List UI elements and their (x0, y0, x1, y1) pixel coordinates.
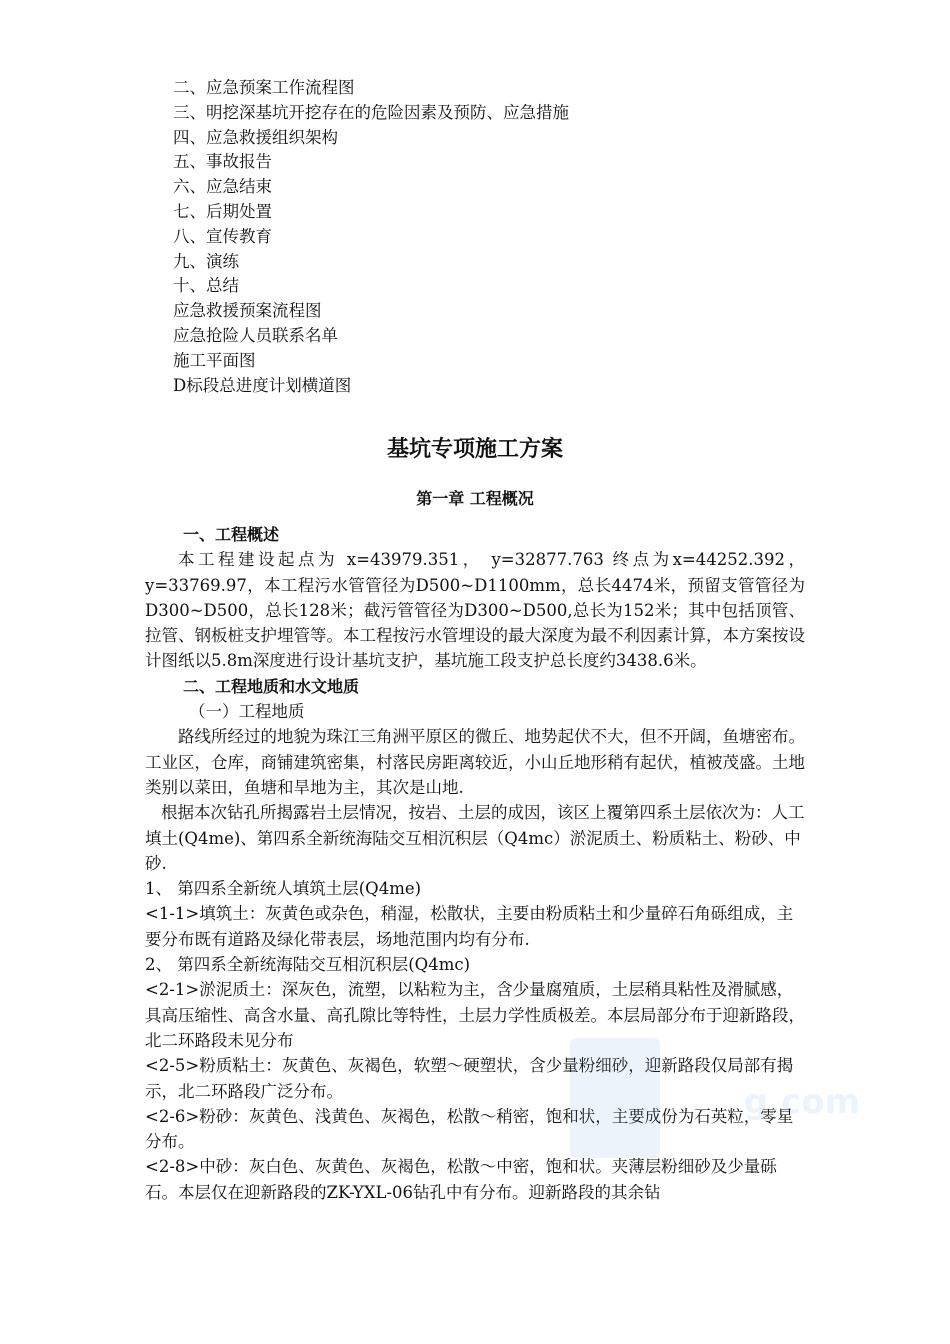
toc-item: 四、应急救援组织架构 (173, 127, 338, 147)
layer-description: <2-6>粉砂：灰黄色、浅黄色、灰褐色，松散～稍密，饱和状，主要成份为石英粒，零星分布。 (145, 1106, 794, 1152)
landform-paragraph: 路线所经过的地貌为珠江三角洲平原区的微丘、地势起伏不大，但不开阔，鱼塘密布。工业区，仓库，商铺建筑密集，村落民房距离较近，小山丘地形稍有起伏，植被茂盛。土地类别以菜田，鱼塘和旱地为主，其次是山地. (145, 727, 805, 797)
toc-item: 五、事故报告 (173, 152, 272, 172)
layer-description: <2-5>粉质粘土：灰黄色、灰褐色，软塑～硬塑状，含少量粉细砂，迎新路段仅局部有揭示，北二环路段广泛分布。 (145, 1056, 794, 1101)
toc-item: 施工平面图 (173, 350, 256, 370)
toc-item: 六、应急结束 (173, 177, 272, 197)
layer-description: <1-1>填筑土：灰黄色或杂色，稍湿，松散状，主要由粉质粘土和少量碎石角砾组成，主要分布既有道路及绿化带表层，场地范围内均有分布. (145, 904, 794, 949)
toc-item: D标段总进度计划横道图 (173, 375, 352, 395)
watermark-text: g.com (743, 1082, 860, 1122)
toc-item: 应急救援预案流程图 (173, 301, 322, 321)
toc-item: 八、宣传教育 (173, 226, 272, 246)
section-heading-overview: 一、工程概述 (183, 525, 280, 544)
layer-heading-fill: 1、 第四系全新统人填筑土层(Q4me) (145, 879, 422, 899)
toc-item: 三、明挖深基坑开挖存在的危险因素及预防、应急措施 (173, 102, 569, 122)
layer-description: <2-8>中砂：灰白色、灰黄色、灰褐色，松散～中密，饱和状。夹薄层粉细砂及少量砾石。本层仅在迎新路段的ZK-YXL-06钻孔中有分布。迎新路段的其余钻 (145, 1157, 777, 1202)
toc-item: 十、总结 (173, 276, 239, 296)
toc-item: 二、应急预案工作流程图 (173, 78, 355, 97)
layer-heading-marine: 2、 第四系全新统海陆交互相沉积层(Q4mc) (145, 955, 471, 975)
toc-item: 七、后期处置 (173, 201, 272, 221)
document-title: 基坑专项施工方案 (386, 437, 563, 462)
toc-item: 应急抢险人员联系名单 (173, 325, 338, 345)
layer-description: <2-1>淤泥质土：深灰色，流塑，以粘粒为主，含少量腐殖质，土层稍具粘性及滑腻感，具高压缩性、高含水量、高孔隙比等特性，土层力学性质极差。本层局部分布于迎新路段，北二环路段未见分布 (145, 980, 805, 1050)
overview-paragraph: 本工程建设起点为 x=43979.351， y=32877.763 终点为x=44252.392，y=33769.97，本工程污水管管径为D500~D1100mm，总长4474米，预留支管管径为D300~D500，总长128米；截污管管径为D300~D500,总长为152米；其中包括顶管、拉管、钢板桩支护埋管等。本工程按污水管埋设的最大深度为最不利因素计算，本方案按设计图纸以5.8m深度进行设计基坑支护，基坑施工段支护总长度约3438.6米。 (145, 550, 805, 671)
section-heading-geology: 二、工程地质和水文地质 (183, 676, 360, 696)
watermark-logo (560, 1018, 890, 1178)
strata-paragraph: 根据本次钻孔所揭露岩土层情况，按岩、土层的成因，该区上覆第四系土层依次为：人工填土(Q4me)、第四系全新统海陆交互相沉积层（Q4mc）淤泥质土、粉质粘土、粉砂、中砂. (145, 803, 805, 873)
chapter-title: 第一章 工程概况 (416, 489, 534, 508)
toc-item: 九、演练 (173, 251, 239, 271)
table-of-contents (173, 76, 813, 398)
subsection-heading-engineering-geology: （一）工程地质 (189, 702, 305, 722)
